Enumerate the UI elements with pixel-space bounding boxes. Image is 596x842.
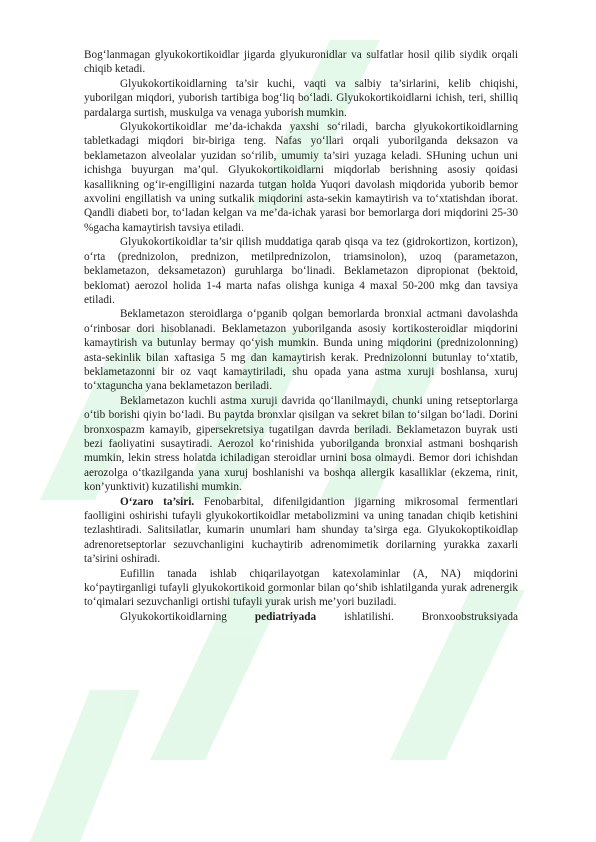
paragraph-8: Eufillin tanada ishlab chiqarilayotgan katexolaminlar (A, NA) miqdorini ko‘paytirganligi tufayli glyukokortikoid gormonlar bilan qo‘shib ishlatilganda yurak adrenergik to‘qimalari sezuvchanligi ortishi tufayli yurak urish me’yori buziladi. xyxy=(84,567,518,609)
paragraph-7-text: Fenobarbital, difenilgidantion jigarning mikrosomal fermentlari faolligini oshirishi tufayli glyukokortikoidlar metabolizmini va uning tanadan chiqib ketishini tezlashtiradi. Salitsilatlar, kumarin unumlari ham shunday ta’sirga ega. Glyukokoptikoidlap adrenoretseptorlar sezuvchanligini kuchaytirib adrenomimetik dorilarning yurakka zaxarli ta’sirini oshiradi. xyxy=(84,495,518,566)
paragraph-7 xyxy=(84,495,518,567)
section-heading-interaction: O‘zaro ta’siri. xyxy=(120,495,195,508)
watermark-shape xyxy=(30,690,140,842)
paragraph-1: Bog‘lanmagan glyukokortikoidlar jigarda glyukuronidlar va sulfatlar hosil qilib siydik orqali chiqib ketadi. xyxy=(84,49,518,76)
paragraph-3: Glyukokortikoidlar me’da-ichakda yaxshi so‘riladi, barcha glyukokortikoidlarning tabletkadagi miqdori bir-biriga teng. Nafas yo‘llari orqali yuborilganda deksazon va beklametazon alveolalar yuzidan so‘rilib, umumiy ta’siri yuzaga keladi. SHuning uchun uni ichishga buyurgan ma’qul. Glyukokortikoidlarni miqdorlab berishning asosiy qoidasi kasallikning og‘ir-engilligini nazarda tutgan holda Yuqori davolash miqdorida yuborib bemor axvolini engillatish va uning sutkalik miqdorini asta-sekin kamaytirish va to‘xtatishdan iborat. Qandli diabeti bor, to‘ladan kelgan va me’da-ichak yarasi bor bemorlarga dori miqdorini 25-30 %gacha kamaytirish tavsiya etiladi. xyxy=(84,121,518,234)
paragraph-9-start: Glyukokortikoidlarning xyxy=(120,610,255,623)
paragraph-9-end: ishlatilishi. Bronxoobstruksiyada xyxy=(316,610,518,623)
paragraph-6: Beklametazon kuchli astma xuruji davrida qo‘llanilmaydi, chunki uning retseptorlarga o‘tib borishi qiyin bo‘ladi. Bu paytda bronxlar qisilgan va sekret bilan to‘silgan bo‘ladi. Dorini bronxospazm kamayib, gipersekretsiya tugatilgan davrda beriladi. Beklametazon buyrak usti bezi faoliyatini susaytiradi. Aerozol ko‘rinishida yuborilganda bronxial astmani boshqarish mumkin, lekin stress holatda ichiladigan steroidlar urnini bosa olmaydi. Bemor dori ichishdan aerozolga o‘tkazilganda yana xuruj boshlanishi va boshqa allergik kasalliklar (ekzema, rinit, kon’yunktivit) kuzatilishi mumkin. xyxy=(84,394,518,494)
paragraph-4: Glyukokortikoidlar ta’sir qilish muddatiga qarab qisqa va tez (gidrokortizon, kortizon), o‘rta (prednizolon, prednizon, metilprednizolon, triamsinolon), uzoq (parametazon, beklametazon, deksametazon) guruhlarga bo‘linadi. Beklametazon dipropionat (bektoid, beklomat) aerozol holida 1-4 marta nafas olishga kuniga 4 maxal 50-200 mkg dan tavsiya etiladi. xyxy=(84,236,518,306)
paragraph-5: Beklametazon steroidlarga o‘pganib qolgan bemorlarda bronxial actmani davolashda o‘rinbosar dori hisoblanadi. Beklametazon yuborilganda asosiy kortikosteroidlar miqdorini kamaytirish va butunlay bermay qo‘yish mumkin. Bunda uning miqdorini (prednizolonning) asta-sekinlik bilan xaftasiga 5 mg dan kamaytirish kerak. Prednizolonni butunlay to‘xtatib, beklametazonni bir oz vaqt kamaytiriladi, shu opada yana astma xuruji boshlansa, xuruj to‘xtaguncha yana beklametazon beriladi. xyxy=(84,308,518,393)
paragraph-2: Glyukokortikoidlarning ta’sir kuchi, vaqti va salbiy ta’sirlarini, kelib chiqishi, yuborilgan miqdori, yuborish tartibiga bog‘liq bo‘ladi. Glyukokortikoidlarni ichish, teri, shilliq pardalarga surtish, muskulga va venaga yuborish mumkin. xyxy=(84,77,518,119)
paragraph-9 xyxy=(84,610,518,624)
document-body xyxy=(84,48,518,624)
term-pediatriyada: pediatriyada xyxy=(254,610,317,623)
